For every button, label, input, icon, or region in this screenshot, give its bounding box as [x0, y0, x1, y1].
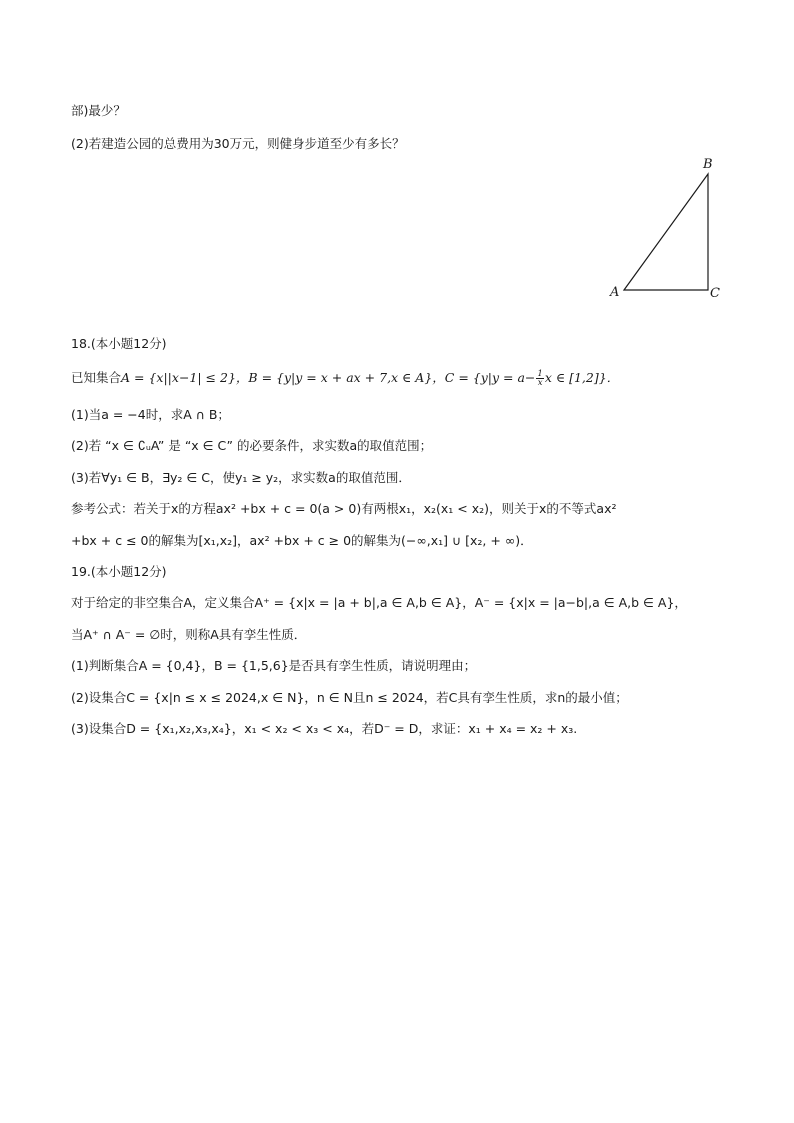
q18-reference-line-1: 参考公式：若关于x的方程ax² +bx + c = 0(a > 0)有两根x₁，x₂(x₁ < x₂)，则关于x的不等式ax² [71, 501, 617, 516]
q18-set-c-pre: C = {y|y = a− [444, 370, 536, 385]
fraction-numerator: 1 [537, 369, 543, 379]
q18-stmt-prefix: 已知集合 [71, 370, 122, 385]
q18-part-3: (3)若∀y₁ ∈ B，∃y₂ ∈ C，使y₁ ≥ y₂，求实数a的取值范围． [71, 470, 411, 485]
triangle-abc [624, 174, 708, 290]
fraction-denominator: x [537, 378, 543, 388]
q17-part-2: (2)若建造公园的总费用为30万元，则健身步道至少有多长？ [71, 136, 405, 151]
q18-fraction [536, 370, 543, 387]
q18-header: 18.(本小题12分) [71, 336, 167, 351]
vertex-label-c: C [710, 286, 720, 301]
q18-set-c-post: x ∈ [1,2]}． [544, 370, 620, 385]
q19-header: 19.(本小题12分) [71, 564, 167, 579]
vertex-label-a: A [610, 285, 620, 300]
triangle-figure [0, 0, 794, 320]
q19-definition-2: 当A⁺ ∩ A⁻ = ∅时，则称A具有孪生性质． [71, 627, 307, 642]
q19-part-2: (2)设集合C = {x|n ≤ x ≤ 2024,x ∈ N}，n ∈ N且n ≤ 2024，若C具有孪生性质，求n的最小值； [71, 690, 628, 705]
q18-part-2: (2)若 “x ∈ ∁ᵤA” 是 “x ∈ C” 的必要条件，求实数a的取值范围； [71, 438, 433, 453]
q18-reference-line-2: +bx + c ≤ 0的解集为[x₁,x₂]，ax² +bx + c ≥ 0的解集为(−∞,x₁] ∪ [x₂, + ∞)． [71, 533, 533, 548]
text-line-continuation: 部)最少？ [71, 103, 126, 118]
q18-statement [71, 369, 619, 387]
q19-definition-1: 对于给定的非空集合A，定义集合A⁺ = {x|x = |a + b|,a ∈ A,b ∈ A}，A⁻ = {x|x = |a−b|,a ∈ A,b ∈ A}， [71, 595, 687, 610]
q19-part-1: (1)判断集合A = {0,4}，B = {1,5,6}是否具有孪生性质，请说明理由； [71, 658, 477, 673]
q18-part-1: (1)当a = −4时，求A ∩ B； [71, 407, 230, 422]
q18-set-a: A = {x||x−1| ≤ 2}， [121, 370, 249, 385]
q18-set-b: B = {y|y = x + ax + 7,x ∈ A}， [248, 370, 445, 385]
q19-part-3: (3)设集合D = {x₁,x₂,x₃,x₄}，x₁ < x₂ < x₃ < x₄，若D⁻ = D，求证：x₁ + x₄ = x₂ + x₃. [71, 721, 578, 736]
vertex-label-b: B [703, 157, 713, 172]
